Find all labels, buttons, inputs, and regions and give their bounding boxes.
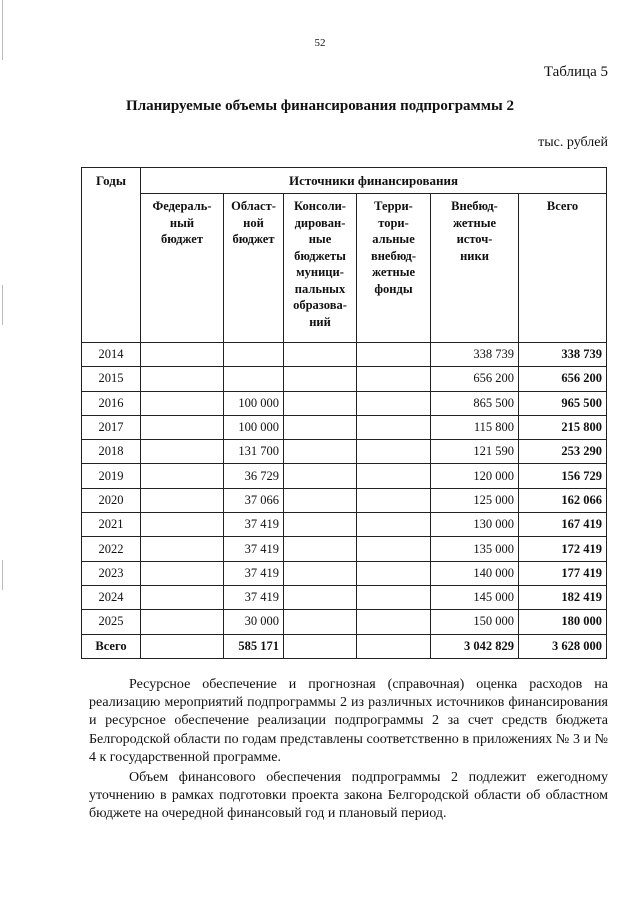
territorial-cell [357,513,431,537]
table-row [82,415,607,439]
table-row [82,537,607,561]
regional-cell [224,367,284,391]
year-cell: 2014 [82,343,141,367]
municipal-cell [284,367,357,391]
territorial-cell [357,415,431,439]
table-row [82,464,607,488]
federal-cell [141,464,224,488]
extrabudget-cell: 115 800 [431,415,519,439]
page-title: Планируемые объемы финансирования подпрограммы 2 [126,98,514,114]
year-cell: 2024 [82,585,141,609]
scan-edge-line [2,560,3,590]
municipal-cell [284,610,357,634]
paragraph-volume: Объем финансового обеспечения подпрограммы 2 подлежит ежегодному уточнению в рамках подготовки проекта закона Белгородской области об областном бюджете на очередной финансовый год и плановый период. [89,770,608,822]
regional-cell: 100 000 [224,415,284,439]
federal-cell [141,488,224,512]
federal-cell [141,561,224,585]
total-cell: 215 800 [519,415,607,439]
regional-cell: 30 000 [224,610,284,634]
year-cell: 2019 [82,464,141,488]
column-header-territorial: Терри- тори- альные внебюд- жетные фонды [357,194,431,343]
regional-cell [224,343,284,367]
page-number: 52 [314,37,326,49]
federal-cell [141,343,224,367]
municipal-cell [284,488,357,512]
total-cell: 180 000 [519,610,607,634]
regional-cell: 37 066 [224,488,284,512]
municipal-cell [284,415,357,439]
municipal-cell [284,391,357,415]
extrabudget-cell: 150 000 [431,610,519,634]
total-row [82,634,607,658]
extrabudget-cell: 121 590 [431,440,519,464]
territorial-cell [357,537,431,561]
year-cell: 2018 [82,440,141,464]
extrabudget-cell: 145 000 [431,585,519,609]
total-cell: 338 739 [519,343,607,367]
scan-edge-line [2,0,3,60]
territorial-cell [357,391,431,415]
municipal-cell [284,561,357,585]
column-header-extrabudget: Внебюд- жетные источ- ники [431,194,519,343]
regional-cell: 37 419 [224,513,284,537]
territorial-cell [357,488,431,512]
column-header-municipal: Консоли- дирован- ные бюджеты муници- пальных образова- ний [284,194,357,343]
year-cell: 2021 [82,513,141,537]
year-cell: 2025 [82,610,141,634]
federal-cell [141,367,224,391]
municipal-cell [284,464,357,488]
column-header-regional: Област- ной бюджет [224,194,284,343]
financing-table [81,167,607,659]
extrabudget-cell: 865 500 [431,391,519,415]
federal-cell [141,513,224,537]
year-cell: 2022 [82,537,141,561]
territorial-cell [357,367,431,391]
table-row [82,391,607,415]
column-header-federal: Федераль- ный бюджет [141,194,224,343]
extrabudget-cell: 656 200 [431,367,519,391]
federal-cell [141,391,224,415]
year-cell: 2015 [82,367,141,391]
regional-cell: 37 419 [224,537,284,561]
municipal-cell [284,585,357,609]
table-row [82,610,607,634]
regional-cell: 37 419 [224,561,284,585]
federal-cell [141,610,224,634]
year-cell: 2023 [82,561,141,585]
extrabudget-cell: 338 739 [431,343,519,367]
column-header-total: Всего [519,194,607,343]
territorial-cell [357,561,431,585]
units-label: тыс. рублей [538,135,608,150]
year-cell: 2020 [82,488,141,512]
table-row [82,367,607,391]
year-cell: 2017 [82,415,141,439]
territorial-cell [357,585,431,609]
federal-cell [141,537,224,561]
sources-header: Источники финансирования [141,168,607,194]
total-label-cell: Всего [82,634,141,658]
table-subheader-row [82,194,607,343]
territorial-cell [357,464,431,488]
total-cell: 156 729 [519,464,607,488]
year-cell: 2016 [82,391,141,415]
municipal-cell [284,513,357,537]
table-row [82,561,607,585]
federal-cell [141,415,224,439]
scan-edge-line [2,285,3,325]
municipal-cell [284,537,357,561]
total-extrabudget-cell: 3 042 829 [431,634,519,658]
total-cell: 162 066 [519,488,607,512]
territorial-cell [357,610,431,634]
table-row [82,513,607,537]
total-cell: 177 419 [519,561,607,585]
total-cell: 965 500 [519,391,607,415]
table-row [82,585,607,609]
regional-cell: 131 700 [224,440,284,464]
federal-cell [141,585,224,609]
regional-cell: 37 419 [224,585,284,609]
extrabudget-cell: 130 000 [431,513,519,537]
table-row [82,488,607,512]
total-cell: 172 419 [519,537,607,561]
regional-cell: 100 000 [224,391,284,415]
table-body [82,343,607,659]
table-row [82,343,607,367]
municipal-cell [284,343,357,367]
total-territorial-cell [357,634,431,658]
total-federal-cell [141,634,224,658]
table-header-row [82,168,607,194]
total-municipal-cell [284,634,357,658]
total-cell: 253 290 [519,440,607,464]
territorial-cell [357,440,431,464]
year-column-header: Годы [82,168,141,343]
territorial-cell [357,343,431,367]
extrabudget-cell: 135 000 [431,537,519,561]
table-label: Таблица 5 [543,64,608,80]
body-text [89,676,608,826]
total-total-cell: 3 628 000 [519,634,607,658]
extrabudget-cell: 125 000 [431,488,519,512]
federal-cell [141,440,224,464]
regional-cell: 36 729 [224,464,284,488]
total-cell: 182 419 [519,585,607,609]
total-regional-cell: 585 171 [224,634,284,658]
total-cell: 167 419 [519,513,607,537]
table-row [82,440,607,464]
paragraph-resources: Ресурсное обеспечение и прогнозная (справочная) оценка расходов на реализацию мероприятий подпрограммы 2 из различных источников финансирования и ресурсное обеспечение реализации подпрограммы 2 за счет средств бюджета Белгородской области по годам представлены соответственно в приложениях № 3 и № 4 к государственной программе. [89,677,608,765]
extrabudget-cell: 120 000 [431,464,519,488]
municipal-cell [284,440,357,464]
total-cell: 656 200 [519,367,607,391]
extrabudget-cell: 140 000 [431,561,519,585]
